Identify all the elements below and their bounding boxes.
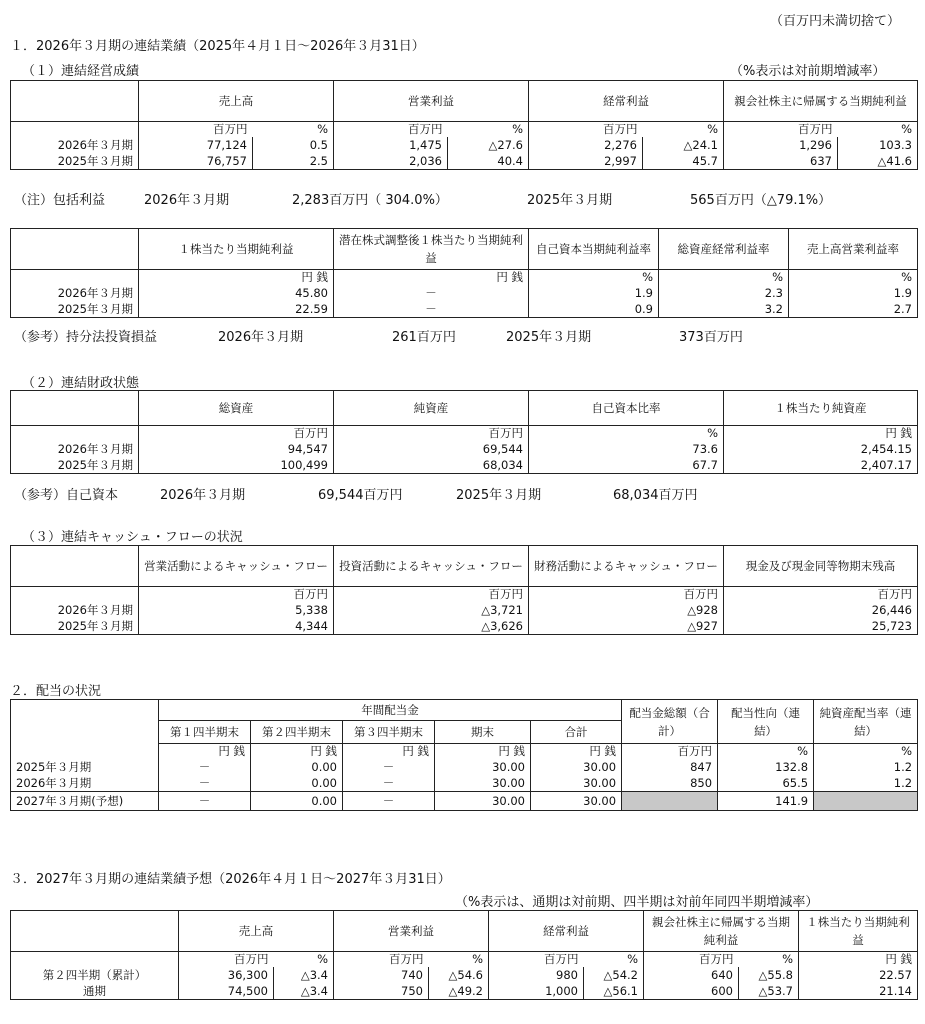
- header-cell: 営業利益: [334, 81, 529, 122]
- header-cell: 合計: [531, 721, 622, 744]
- value-cell: 850: [622, 775, 718, 792]
- row-label: 2026年３月期: [11, 441, 139, 457]
- header-cell: 純資産: [334, 391, 529, 426]
- value-cell: 1,296: [724, 137, 838, 153]
- value-cell: 0.00: [251, 775, 343, 792]
- value-cell: 65.5: [718, 775, 814, 792]
- note-value: 2,283百万円（ 304.0%）: [292, 193, 448, 208]
- value-cell: △53.7: [739, 983, 799, 1000]
- unit-cell: %: [659, 270, 789, 286]
- value-cell: 847: [622, 759, 718, 775]
- row-label: 2026年３月期: [11, 602, 139, 618]
- forecast-note: （%表示は、通期は対前期、四半期は対前年同四半期増減率）: [455, 895, 819, 910]
- value-cell: 141.9: [718, 792, 814, 811]
- value-cell: △928: [529, 602, 724, 618]
- value-cell: △927: [529, 618, 724, 635]
- corner-cell: [11, 700, 159, 744]
- header-cell: 経常利益: [529, 81, 724, 122]
- value-cell: 4,344: [139, 618, 334, 635]
- note-value: 261百万円: [392, 330, 456, 345]
- header-cell: 純資産配当率（連結）: [814, 700, 918, 744]
- unit-cell: 百万円: [334, 426, 529, 442]
- value-cell: 132.8: [718, 759, 814, 775]
- table-row: [11, 618, 918, 635]
- financial-position-table: [10, 390, 918, 474]
- row-label: 2025年３月期: [11, 301, 139, 318]
- equity-capital-label: （参考）自己資本: [14, 488, 119, 503]
- value-cell: 45.7: [643, 153, 724, 170]
- section3-title: ３．2027年３月期の連結業績予想（2026年４月１日～2027年３月31日）: [10, 872, 451, 887]
- header-cell: 営業活動によるキャッシュ・フロー: [139, 546, 334, 587]
- row-label: 2025年３月期: [11, 153, 139, 170]
- value-cell: 22.57: [799, 967, 918, 983]
- header-cell: 営業利益: [334, 911, 489, 952]
- header-cell: 投資活動によるキャッシュ・フロー: [334, 546, 529, 587]
- value-cell: 0.9: [529, 301, 659, 318]
- table-row: [11, 137, 918, 153]
- header-cell: 第３四半期末: [343, 721, 435, 744]
- header-cell: 総資産: [139, 391, 334, 426]
- table-row: [11, 983, 918, 1000]
- table-row: [11, 759, 918, 775]
- header-cell: 自己資本当期純利益率: [529, 229, 659, 270]
- sub3-title: （３）連結キャッシュ・フローの状況: [22, 530, 243, 545]
- table-row: [11, 285, 918, 301]
- note-period: 2026年３月期: [144, 193, 230, 208]
- value-cell: 0.00: [251, 792, 343, 811]
- row-label: 2025年３月期: [11, 759, 159, 775]
- note-value: 565百万円（△79.1%）: [690, 193, 832, 208]
- value-cell: 600: [644, 983, 739, 1000]
- value-cell: △3,626: [334, 618, 529, 635]
- value-cell: 0.00: [251, 759, 343, 775]
- value-cell: －: [334, 285, 529, 301]
- value-cell: 2,036: [334, 153, 448, 170]
- note-period: 2025年３月期: [456, 488, 542, 503]
- unit-cell: 円 銭: [724, 426, 918, 442]
- header-cell: 売上高: [139, 81, 334, 122]
- unit-cell: 百万円: [179, 952, 274, 968]
- unit-cell: %: [643, 122, 724, 138]
- sub1-title: （１）連結経営成績: [22, 64, 140, 79]
- cash-flow-table: [10, 545, 918, 635]
- value-cell: 74,500: [179, 983, 274, 1000]
- header-cell: 経常利益: [489, 911, 644, 952]
- value-cell: 2,997: [529, 153, 643, 170]
- value-cell: 1.2: [814, 775, 918, 792]
- unit-cell: 円 銭: [251, 744, 343, 760]
- row-label: 2027年３月期(予想): [11, 792, 159, 811]
- equity-method-label: （参考）持分法投資損益: [14, 330, 158, 345]
- header-cell: １株当たり純資産: [724, 391, 918, 426]
- unit-cell: 百万円: [334, 952, 429, 968]
- value-cell: 750: [334, 983, 429, 1000]
- value-cell: 2,276: [529, 137, 643, 153]
- header-cell: 配当金総額（合計）: [622, 700, 718, 744]
- unit-cell: %: [529, 270, 659, 286]
- value-cell: 1.9: [789, 285, 918, 301]
- shaded-cell: [814, 792, 918, 811]
- value-cell: 5,338: [139, 602, 334, 618]
- value-cell: －: [343, 759, 435, 775]
- value-cell: 76,757: [139, 153, 253, 170]
- header-cell: 自己資本比率: [529, 391, 724, 426]
- header-cell: 財務活動によるキャッシュ・フロー: [529, 546, 724, 587]
- value-cell: 30.00: [531, 775, 622, 792]
- value-cell: 30.00: [435, 792, 531, 811]
- value-cell: △3.4: [274, 983, 334, 1000]
- unit-cell: 円 銭: [435, 744, 531, 760]
- header-cell: 第２四半期末: [251, 721, 343, 744]
- note-period: 2026年３月期: [160, 488, 246, 503]
- value-cell: △54.2: [584, 967, 644, 983]
- table-row: [11, 441, 918, 457]
- row-label: 2026年３月期: [11, 775, 159, 792]
- unit-cell: 百万円: [334, 122, 448, 138]
- sub1-note: （%表示は対前期増減率）: [730, 64, 886, 79]
- value-cell: 67.7: [529, 457, 724, 474]
- header-cell: 親会社株主に帰属する当期純利益: [724, 81, 918, 122]
- note-value: 69,544百万円: [318, 488, 403, 503]
- table-row: [11, 967, 918, 983]
- note-value: 68,034百万円: [613, 488, 698, 503]
- unit-cell: 百万円: [334, 587, 529, 603]
- unit-cell: 百万円: [529, 587, 724, 603]
- header-cell: １株当たり当期純利益: [139, 229, 334, 270]
- value-cell: 25,723: [724, 618, 918, 635]
- unit-cell: %: [529, 426, 724, 442]
- row-label: 通期: [11, 983, 179, 1000]
- unit-cell: 百万円: [644, 952, 739, 968]
- unit-cell: %: [739, 952, 799, 968]
- value-cell: 30.00: [531, 792, 622, 811]
- header-cell: 親会社株主に帰属する当期純利益: [644, 911, 799, 952]
- section1-title: １．2026年３月期の連結業績（2025年４月１日～2026年３月31日）: [10, 39, 425, 54]
- value-cell: 77,124: [139, 137, 253, 153]
- header-cell: 総資産経常利益率: [659, 229, 789, 270]
- unit-cell: 百万円: [139, 122, 253, 138]
- value-cell: △3,721: [334, 602, 529, 618]
- note-period: 2025年３月期: [527, 193, 613, 208]
- value-cell: △56.1: [584, 983, 644, 1000]
- value-cell: －: [343, 792, 435, 811]
- value-cell: 36,300: [179, 967, 274, 983]
- value-cell: △27.6: [448, 137, 529, 153]
- value-cell: 637: [724, 153, 838, 170]
- value-cell: 30.00: [435, 775, 531, 792]
- value-cell: 30.00: [435, 759, 531, 775]
- unit-cell: 百万円: [489, 952, 584, 968]
- value-cell: 1.9: [529, 285, 659, 301]
- note-value: 373百万円: [679, 330, 743, 345]
- value-cell: 68,034: [334, 457, 529, 474]
- table-row: [11, 153, 918, 170]
- value-cell: 1.2: [814, 759, 918, 775]
- value-cell: △3.4: [274, 967, 334, 983]
- value-cell: 73.6: [529, 441, 724, 457]
- value-cell: 640: [644, 967, 739, 983]
- row-label: 第２四半期（累計）: [11, 967, 179, 983]
- corner-cell: [11, 81, 139, 122]
- value-cell: △55.8: [739, 967, 799, 983]
- value-cell: △54.6: [429, 967, 489, 983]
- row-label: 2025年３月期: [11, 618, 139, 635]
- value-cell: 2.5: [253, 153, 334, 170]
- corner-cell: [11, 391, 139, 426]
- unit-cell: 百万円: [622, 744, 718, 760]
- value-cell: －: [159, 775, 251, 792]
- value-cell: 980: [489, 967, 584, 983]
- value-cell: 0.5: [253, 137, 334, 153]
- unit-cell: %: [253, 122, 334, 138]
- note-period: 2026年３月期: [218, 330, 304, 345]
- unit-cell: %: [584, 952, 644, 968]
- unit-cell: %: [448, 122, 529, 138]
- unit-cell: 百万円: [724, 587, 918, 603]
- value-cell: 26,446: [724, 602, 918, 618]
- unit-cell: %: [838, 122, 918, 138]
- row-label: 2025年３月期: [11, 457, 139, 474]
- dividends-table: [10, 699, 918, 811]
- value-cell: 94,547: [139, 441, 334, 457]
- table-row: [11, 775, 918, 792]
- operating-results-table: [10, 80, 918, 170]
- value-cell: －: [343, 775, 435, 792]
- unit-cell: %: [718, 744, 814, 760]
- row-label: 2026年３月期: [11, 137, 139, 153]
- value-cell: △24.1: [643, 137, 724, 153]
- value-cell: 2.7: [789, 301, 918, 318]
- header-cell: 配当性向（連結）: [718, 700, 814, 744]
- value-cell: －: [334, 301, 529, 318]
- unit-cell: %: [789, 270, 918, 286]
- header-cell: 第１四半期末: [159, 721, 251, 744]
- value-cell: 740: [334, 967, 429, 983]
- value-cell: 40.4: [448, 153, 529, 170]
- value-cell: △49.2: [429, 983, 489, 1000]
- header-cell: 現金及び現金同等物期末残高: [724, 546, 918, 587]
- unit-cell: 円 銭: [159, 744, 251, 760]
- value-cell: 3.2: [659, 301, 789, 318]
- unit-cell: %: [274, 952, 334, 968]
- value-cell: △41.6: [838, 153, 918, 170]
- per-share-table: [10, 228, 918, 318]
- header-cell: 期末: [435, 721, 531, 744]
- header-cell: 潜在株式調整後１株当たり当期純利益: [334, 229, 529, 270]
- corner-cell: [11, 911, 179, 952]
- unit-note: （百万円未満切捨て）: [770, 14, 901, 29]
- forecast-table: [10, 910, 918, 1000]
- row-label: 2026年３月期: [11, 285, 139, 301]
- unit-cell: 百万円: [139, 426, 334, 442]
- value-cell: 1,000: [489, 983, 584, 1000]
- value-cell: 21.14: [799, 983, 918, 1000]
- value-cell: 1,475: [334, 137, 448, 153]
- table-row: [11, 301, 918, 318]
- unit-cell: 百万円: [529, 122, 643, 138]
- group-header: 年間配当金: [159, 700, 622, 721]
- comprehensive-income-label: （注）包括利益: [14, 193, 106, 208]
- unit-cell: %: [429, 952, 489, 968]
- unit-cell: 円 銭: [343, 744, 435, 760]
- table-row: [11, 792, 918, 811]
- value-cell: －: [159, 792, 251, 811]
- value-cell: 100,499: [139, 457, 334, 474]
- value-cell: 103.3: [838, 137, 918, 153]
- value-cell: 30.00: [531, 759, 622, 775]
- value-cell: －: [159, 759, 251, 775]
- value-cell: 69,544: [334, 441, 529, 457]
- value-cell: 2,407.17: [724, 457, 918, 474]
- note-period: 2025年３月期: [506, 330, 592, 345]
- value-cell: 2,454.15: [724, 441, 918, 457]
- shaded-cell: [622, 792, 718, 811]
- value-cell: 2.3: [659, 285, 789, 301]
- sub2-title: （２）連結財政状態: [22, 376, 140, 391]
- unit-cell: 円 銭: [334, 270, 529, 286]
- table-row: [11, 602, 918, 618]
- value-cell: 45.80: [139, 285, 334, 301]
- unit-cell: 百万円: [724, 122, 838, 138]
- unit-cell: %: [814, 744, 918, 760]
- unit-cell: 円 銭: [799, 952, 918, 968]
- header-cell: １株当たり当期純利益: [799, 911, 918, 952]
- corner-cell: [11, 546, 139, 587]
- unit-cell: 円 銭: [531, 744, 622, 760]
- header-cell: 売上高営業利益率: [789, 229, 918, 270]
- table-row: [11, 457, 918, 474]
- unit-cell: 百万円: [139, 587, 334, 603]
- corner-cell: [11, 229, 139, 270]
- unit-cell: 円 銭: [139, 270, 334, 286]
- value-cell: 22.59: [139, 301, 334, 318]
- section2-title: ２．配当の状況: [10, 684, 102, 699]
- header-cell: 売上高: [179, 911, 334, 952]
